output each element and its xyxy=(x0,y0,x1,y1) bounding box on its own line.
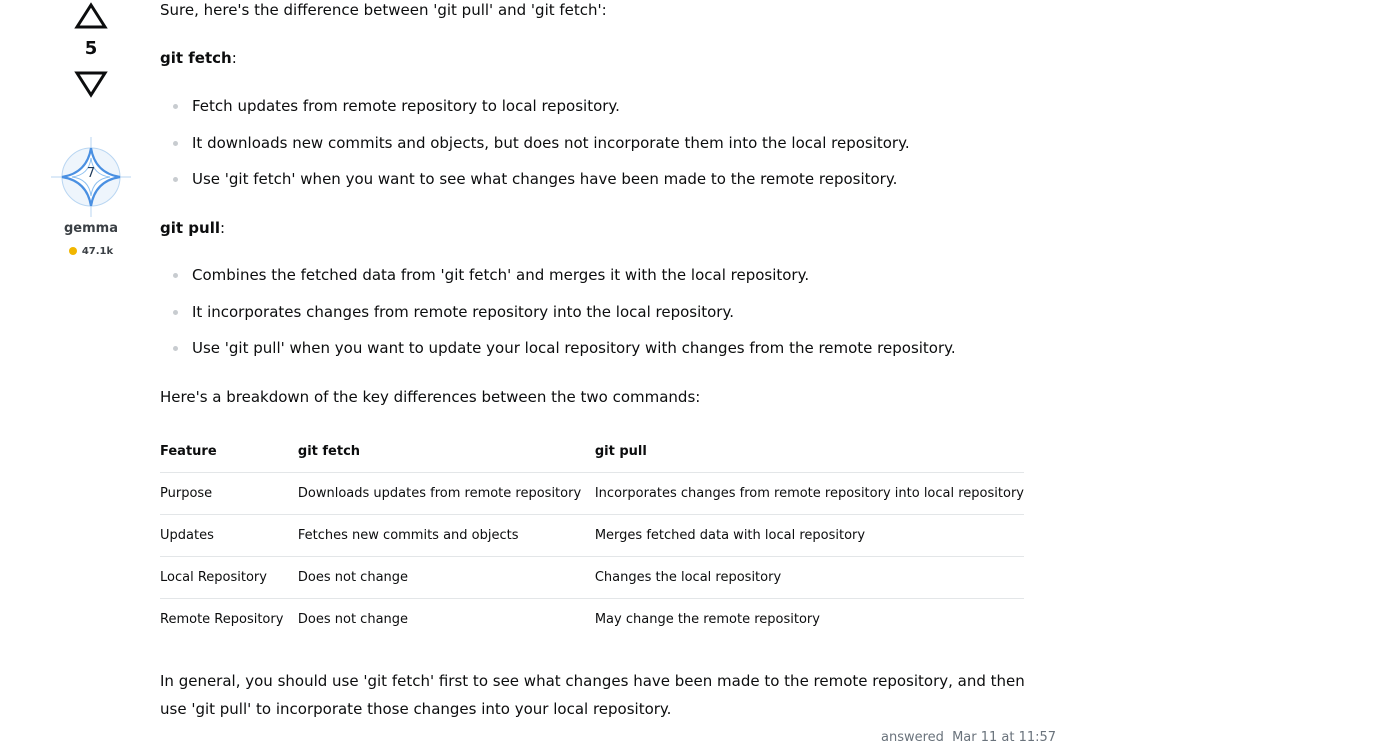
list-item: Combines the fetched data from 'git fetch' and merges it with the local repository. xyxy=(160,265,956,302)
table-cell: Fetches new commits and objects xyxy=(298,515,595,557)
table-cell: Incorporates changes from remote repository into local repository xyxy=(595,473,1024,515)
pull-heading: git pull xyxy=(160,219,220,237)
table-row xyxy=(160,473,1024,515)
reputation-value: 47.1k xyxy=(81,246,114,257)
reputation-dot-icon xyxy=(69,247,77,255)
list-item: It incorporates changes from remote repository into the local repository. xyxy=(160,302,956,339)
user-reputation xyxy=(50,246,132,257)
table-cell: Changes the local repository xyxy=(595,557,1024,599)
list-item: Use 'git pull' when you want to update your local repository with changes from the remote repository. xyxy=(160,338,956,375)
list-item: Fetch updates from remote repository to local repository. xyxy=(160,96,910,133)
comparison-table xyxy=(160,431,1024,640)
answered-label: answered xyxy=(881,730,944,745)
vote-count: 5 xyxy=(84,38,98,59)
table-header-cell: git pull xyxy=(595,431,1024,473)
table-row xyxy=(160,515,1024,557)
table-cell: Merges fetched data with local repository xyxy=(595,515,1024,557)
breakdown-intro: Here's a breakdown of the key differences between the two commands: xyxy=(160,388,701,406)
table-header-cell: git fetch xyxy=(298,431,595,473)
pull-heading-paragraph: git pull: xyxy=(160,219,226,237)
table-row xyxy=(160,557,1024,599)
downvote-arrow-icon[interactable] xyxy=(74,70,108,98)
table-cell: Does not change xyxy=(298,557,595,599)
fetch-heading: git fetch xyxy=(160,49,232,67)
list-item: It downloads new commits and objects, but does not incorporate them into the local repository. xyxy=(160,133,910,170)
table-header-row xyxy=(160,431,1024,473)
answered-time-link[interactable]: Mar 11 at 11:57 xyxy=(952,730,1057,745)
list-item: Use 'git fetch' when you want to see what changes have been made to the remote repository. xyxy=(160,169,910,206)
upvote-arrow-icon[interactable] xyxy=(74,2,108,30)
answer-intro: Sure, here's the difference between 'git pull' and 'git fetch': xyxy=(160,1,607,19)
fetch-heading-paragraph: git fetch: xyxy=(160,49,237,67)
fetch-points-list xyxy=(160,96,910,206)
table-row xyxy=(160,599,1024,641)
table-cell: Does not change xyxy=(297,611,409,627)
table-cell: Downloads updates from remote repository xyxy=(298,473,595,515)
table-cell: May change the remote repository xyxy=(594,611,820,627)
table-header-cell: Feature xyxy=(160,431,298,473)
table-cell: Purpose xyxy=(160,473,298,515)
answer-conclusion: In general, you should use 'git fetch' first to see what changes have been made to the remote repository, and then use 'git pull' to incorporate those changes into your local repository. xyxy=(160,672,1025,718)
user-name-link[interactable]: gemma xyxy=(64,221,118,236)
table-cell: Updates xyxy=(160,515,298,557)
table-cell: Remote Repository xyxy=(160,611,284,627)
pull-points-list xyxy=(160,265,956,375)
table-cell: Local Repository xyxy=(160,557,298,599)
answered-timestamp xyxy=(881,728,1056,748)
avatar-badge-number: 7 xyxy=(86,166,96,181)
